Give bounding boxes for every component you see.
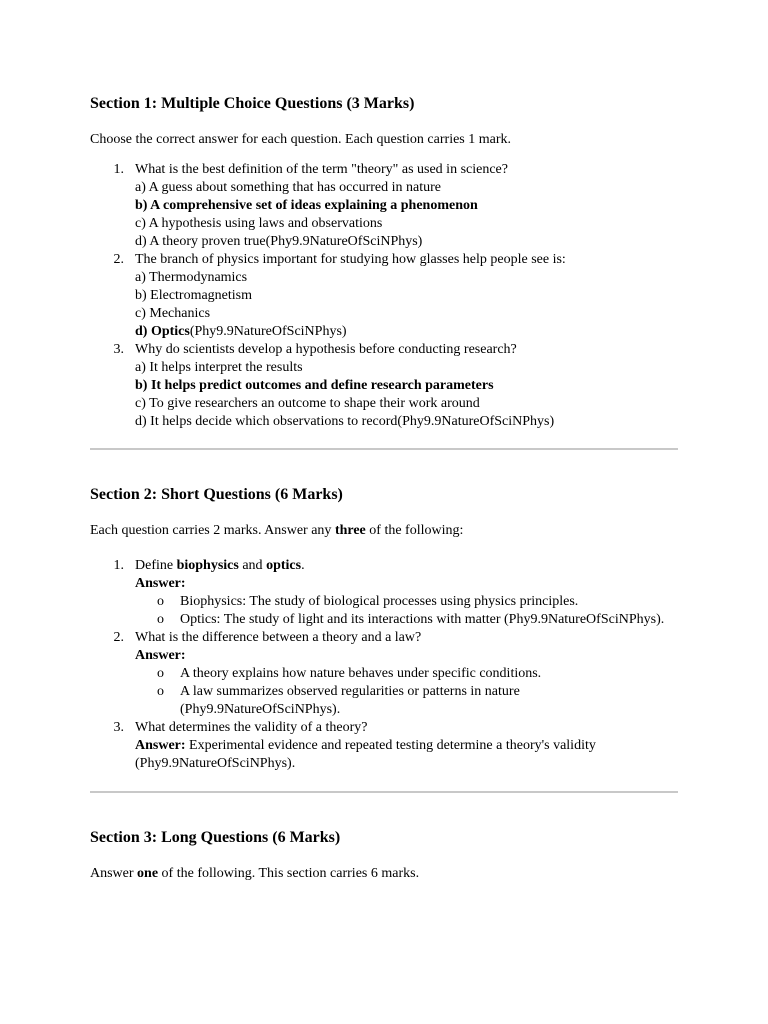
option-c: c) To give researchers an outcome to shape their work around xyxy=(135,396,480,411)
intro-emphasis: three xyxy=(334,523,366,538)
answer-label: Answer: xyxy=(135,648,186,663)
intro-text: Answer xyxy=(90,866,138,881)
short-question-1 xyxy=(90,557,678,629)
question-text xyxy=(135,558,305,573)
intro-text: Each question carries 2 marks. Answer any xyxy=(90,523,335,538)
option-a: a) Thermodynamics xyxy=(135,270,248,285)
answer-point-text: Biophysics: The study of biological processes using physics principles. xyxy=(180,594,579,609)
section1-intro: Choose the correct answer for each question. Each question carries 1 mark. xyxy=(90,132,512,147)
answer-points xyxy=(135,593,678,629)
option-b-correct: b) A comprehensive set of ideas explaining a phenomenon xyxy=(135,198,478,213)
section1-title: Section 1: Multiple Choice Questions (3 Marks) xyxy=(90,95,415,112)
citation: (Phy9.9NatureOfSciNPhys) xyxy=(397,414,555,429)
answer-point-text: Optics: The study of light and its interactions with matter (Phy9.9NatureOfSciNPhys). xyxy=(180,612,665,627)
question-text: Why do scientists develop a hypothesis before conducting research? xyxy=(135,342,517,357)
question-text: The branch of physics important for studying how glasses help people see is: xyxy=(135,252,566,267)
option-d xyxy=(135,233,678,251)
section3-title: Section 3: Long Questions (6 Marks) xyxy=(90,829,341,846)
answer-label: Answer: xyxy=(135,576,186,591)
answer-block xyxy=(135,737,678,773)
question-text: What determines the validity of a theory? xyxy=(135,720,368,735)
option-b-correct: b) It helps predict outcomes and define research parameters xyxy=(135,378,494,393)
citation: (Phy9.9NatureOfSciNPhys) xyxy=(189,324,347,339)
bullet-icon: o xyxy=(157,612,164,627)
question-number: 1. xyxy=(113,558,124,573)
intro-text: of the following: xyxy=(365,523,464,538)
answer-point xyxy=(135,593,678,611)
option-c: c) Mechanics xyxy=(135,306,211,321)
bullet-icon: o xyxy=(157,684,164,699)
question-number: 3. xyxy=(113,342,124,357)
option-d xyxy=(135,413,678,431)
intro-emphasis: one xyxy=(137,866,159,881)
mcq-question-1 xyxy=(90,161,678,251)
option-a: a) A guess about something that has occurred in nature xyxy=(135,180,441,195)
answer-point-text: A theory explains how nature behaves under specific conditions. xyxy=(180,666,542,681)
answer-point-text: A law summarizes observed regularities or patterns in nature (Phy9.9NatureOfSciNPhys). xyxy=(180,684,520,717)
section3-intro xyxy=(90,865,678,883)
question-number: 1. xyxy=(113,162,124,177)
section-divider xyxy=(90,791,678,793)
mcq-list xyxy=(90,161,678,431)
term-optics: optics xyxy=(266,558,302,573)
short-question-3 xyxy=(90,719,678,773)
question-number: 2. xyxy=(113,252,124,267)
question-text-part: and xyxy=(238,558,267,573)
option-a: a) It helps interpret the results xyxy=(135,360,303,375)
answer-text: Experimental evidence and repeated testing determine a theory's validity (Phy9.9NatureOfSciNPhys). xyxy=(135,738,596,771)
bullet-icon: o xyxy=(157,594,164,609)
answer-point xyxy=(135,611,678,629)
mcq-question-2 xyxy=(90,251,678,341)
bullet-icon: o xyxy=(157,666,164,681)
option-text: d) A theory proven true xyxy=(135,234,266,249)
section-divider xyxy=(90,448,678,450)
option-b: b) Electromagnetism xyxy=(135,288,253,303)
citation: (Phy9.9NatureOfSciNPhys) xyxy=(265,234,423,249)
section2-intro xyxy=(90,522,678,540)
option-text: d) Optics xyxy=(135,324,190,339)
answer-label: Answer: xyxy=(135,738,186,753)
short-question-2 xyxy=(90,629,678,719)
question-text: What is the difference between a theory and a law? xyxy=(135,630,422,645)
mcq-question-3 xyxy=(90,341,678,431)
intro-text: of the following. This section carries 6 marks. xyxy=(158,866,420,881)
question-number: 3. xyxy=(113,720,124,735)
section2-title: Section 2: Short Questions (6 Marks) xyxy=(90,486,343,503)
option-d-correct xyxy=(135,323,678,341)
question-text: What is the best definition of the term "theory" as used in science? xyxy=(135,162,508,177)
question-text-part: Define xyxy=(135,558,177,573)
option-text: d) It helps decide which observations to record xyxy=(135,414,398,429)
short-question-list xyxy=(90,557,678,773)
question-number: 2. xyxy=(113,630,124,645)
answer-point xyxy=(135,683,678,719)
document-content xyxy=(90,0,678,883)
option-c: c) A hypothesis using laws and observations xyxy=(135,216,383,231)
answer-point xyxy=(135,665,678,683)
answer-points xyxy=(135,665,678,719)
term-biophysics: biophysics xyxy=(176,558,239,573)
question-text-part: . xyxy=(301,558,305,573)
